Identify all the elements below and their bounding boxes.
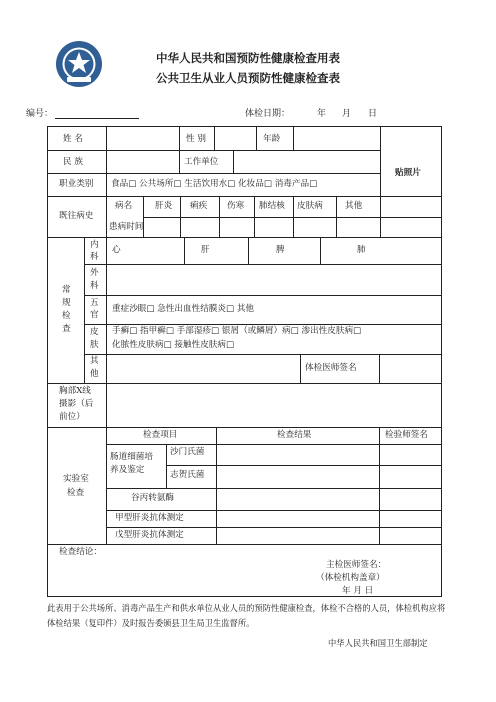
institution-stamp-label: （体检机构盖章） xyxy=(316,573,385,583)
conclusion-date: 年 月 日 xyxy=(342,586,374,596)
lab-exam-label-2: 检查 xyxy=(67,488,85,498)
salmonella-label: 沙门氏菌 xyxy=(170,447,205,457)
age-label: 年龄 xyxy=(263,134,281,144)
liver-label: 肝 xyxy=(201,245,210,255)
skin-label-1: 皮 xyxy=(90,327,99,337)
disease-dysentery: 痢疾 xyxy=(190,201,208,211)
health-exam-form xyxy=(47,126,442,597)
disease-skin: 皮肤病 xyxy=(297,201,323,211)
skin-options-line-2[interactable]: 化脓性皮肤病□ 接触性皮肤病□ xyxy=(112,340,235,350)
lab-item-header: 检查项目 xyxy=(143,430,178,440)
employer-label: 工作单位 xyxy=(184,157,219,167)
ent-label-1: 五 xyxy=(90,298,99,308)
alt-label: 谷丙转氨酶 xyxy=(131,493,174,503)
ethnicity-label: 民 族 xyxy=(63,157,83,167)
serial-number-line xyxy=(55,108,139,119)
ent-label-2: 官 xyxy=(90,310,99,320)
chest-xray-label-3: 前位） xyxy=(59,412,85,422)
exam-date-day: 日 xyxy=(368,109,378,119)
stool-culture-label-1: 肠道细菌培 xyxy=(110,452,153,462)
disease-other: 其他 xyxy=(345,201,363,211)
disease-tuberculosis: 肺结核 xyxy=(259,201,285,211)
skin-options-line-1[interactable]: 手癣□ 指甲癣□ 手部湿疹□ 银屑（或鳞屑）病□ 渗出性皮肤病□ xyxy=(112,326,362,336)
routine-exam-label-3: 检 xyxy=(62,311,71,321)
ent-options[interactable]: 重症沙眼□ 急性出血性结膜炎□ 其他 xyxy=(112,304,255,314)
usage-note: 此表用于公共场所、消毒产品生产和供水单位从业人员的预防性健康检查，体检不合格的人员，体检机构应将体检结果（复印件）及时报告委颁县卫生局卫生监督所。 xyxy=(47,603,446,628)
serial-number-field[interactable] xyxy=(26,106,139,119)
heart-label: 心 xyxy=(112,245,121,255)
chest-xray-label-2: 摄影（后 xyxy=(59,399,94,409)
routine-exam-label-2: 规 xyxy=(62,298,71,308)
onset-time-label: 患病时间 xyxy=(109,222,144,232)
routine-exam-label-4: 查 xyxy=(62,324,71,334)
job-category-options[interactable]: 食品□ 公共场所□ 生活饮用水□ 化妆品□ 消毒产品□ xyxy=(111,179,318,189)
routine-exam-label-1: 常 xyxy=(62,285,71,295)
disease-name-label: 病名 xyxy=(115,201,133,211)
photo-label: 贴照片 xyxy=(395,168,421,178)
name-label: 姓 名 xyxy=(63,134,83,144)
skin-label-2: 肤 xyxy=(90,340,99,350)
surgery-label-2: 科 xyxy=(90,281,99,291)
serial-number-label: 编号： xyxy=(26,109,54,119)
disease-hepatitis: 肝炎 xyxy=(155,201,173,211)
other-label-2: 他 xyxy=(90,369,99,379)
shigella-label: 志贺氏菌 xyxy=(170,470,205,480)
hepatitis-e-antibody-label: 戊型肝炎抗体测定 xyxy=(115,530,184,540)
hepatitis-a-antibody-label: 甲型肝炎抗体测定 xyxy=(115,513,184,523)
sex-label: 性 别 xyxy=(186,134,206,144)
physician-signature-label: 体检医师签名 xyxy=(305,363,357,373)
exam-date-label: 体检日期： xyxy=(245,109,291,119)
internal-medicine-label-2: 科 xyxy=(90,252,99,262)
spleen-label: 脾 xyxy=(276,245,285,255)
title-line-2: 公共卫生从业人员预防性健康检查表 xyxy=(156,71,340,85)
medical-history-label: 既往病史 xyxy=(59,211,94,221)
title-line-1: 中华人民共和国预防性健康检查用表 xyxy=(156,51,340,65)
chief-physician-signature-label: 主检医师签名： xyxy=(326,560,387,570)
issuer-footer: 中华人民共和国卫生部制定 xyxy=(328,638,428,648)
internal-medicine-label-1: 内 xyxy=(90,240,99,250)
lab-result-header: 检查结果 xyxy=(277,430,312,440)
exam-date-month: 月 xyxy=(342,109,352,119)
job-category-label: 职业类别 xyxy=(59,179,94,189)
stool-culture-label-2: 养及鉴定 xyxy=(110,465,145,475)
lab-technician-signature-header: 检验师签名 xyxy=(385,430,428,440)
conclusion-label: 检查结论： xyxy=(59,547,102,557)
chest-xray-label-1: 胸部X线 xyxy=(59,386,91,396)
disease-typhoid: 伤寒 xyxy=(227,201,245,211)
surgery-label-1: 外 xyxy=(90,268,99,278)
other-label-1: 其 xyxy=(90,356,99,366)
exam-date-year: 年 xyxy=(317,109,327,119)
lung-label: 肺 xyxy=(357,245,366,255)
lab-exam-label-1: 实验室 xyxy=(63,474,89,484)
